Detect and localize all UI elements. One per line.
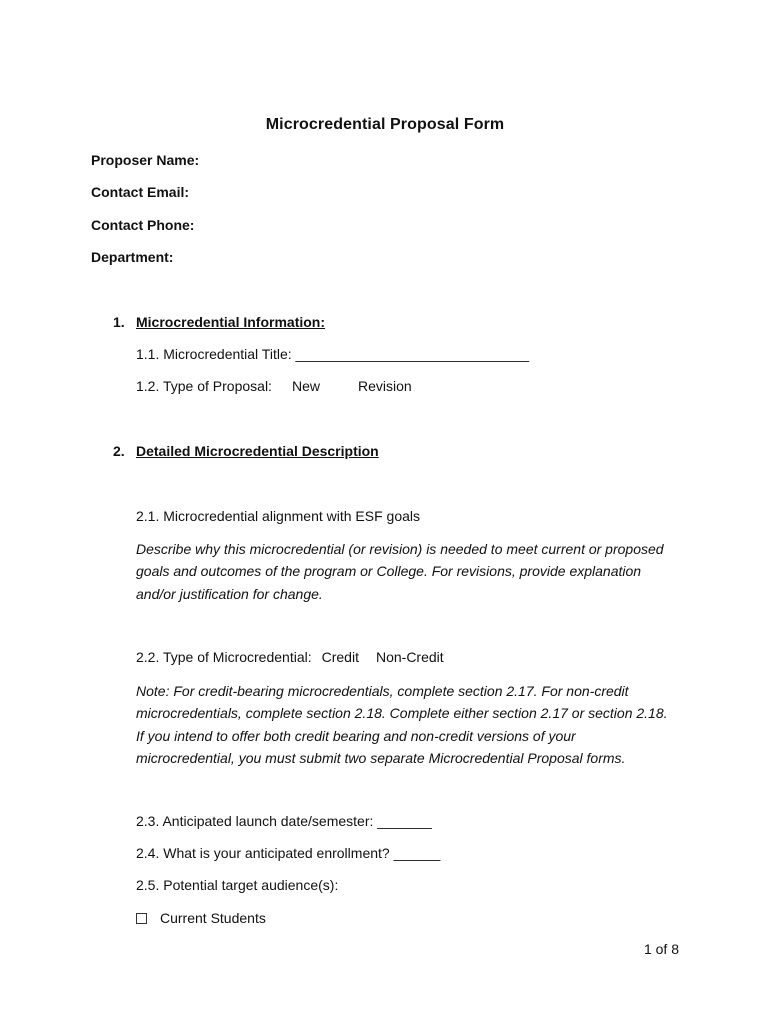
section-2-number: 2. bbox=[113, 443, 125, 459]
section-1-label: Microcredential Information: bbox=[136, 314, 326, 330]
page-number: 1 of 8 bbox=[643, 941, 679, 957]
checkbox-label-current-students: Current Students bbox=[160, 910, 266, 926]
microcredential-type-credit: Credit bbox=[321, 649, 359, 665]
enrollment-line: 2.4. What is your anticipated enrollment? ______ bbox=[136, 845, 441, 861]
contact-phone-label: Contact Phone: bbox=[91, 217, 195, 233]
proposal-type-line bbox=[136, 378, 412, 394]
launch-date-line: 2.3. Anticipated launch date/semester: _______ bbox=[136, 813, 432, 829]
microcredential-type-line bbox=[136, 649, 444, 665]
section-2-1-heading: 2.1. Microcredential alignment with ESF goals bbox=[136, 508, 421, 524]
section-2-heading bbox=[113, 443, 379, 459]
proposal-type-revision: Revision bbox=[357, 378, 412, 394]
checkbox-item-current-students[interactable] bbox=[136, 910, 266, 926]
checkbox-icon[interactable] bbox=[136, 913, 147, 924]
proposal-type-new: New bbox=[291, 378, 320, 394]
department-label: Department: bbox=[91, 249, 174, 265]
microcredential-type-noncredit: Non-Credit bbox=[375, 649, 444, 665]
section-2-2-note: Note: For credit-bearing microcredentials, complete section 2.17. For non-credit microcredentials, complete section 2.18. Complete either section 2.17 or section 2.18. If you intend to offer both credit bearing and non-credit versions of your microcredential, you must submit two separate Microcredential Proposal forms. bbox=[136, 683, 668, 766]
section-1-number: 1. bbox=[113, 314, 125, 330]
section-1-heading bbox=[113, 314, 325, 330]
proposal-type-label: 1.2. Type of Proposal: bbox=[136, 378, 272, 394]
page-title: Microcredential Proposal Form bbox=[265, 116, 505, 133]
microcredential-type-label: 2.2. Type of Microcredential: bbox=[136, 649, 312, 665]
target-audience-line: 2.5. Potential target audience(s): bbox=[136, 877, 339, 893]
microcredential-title-line: 1.1. Microcredential Title: ______________________________ bbox=[136, 346, 530, 362]
section-2-1-description: Describe why this microcredential (or revision) is needed to meet current or proposed goals and outcomes of the program or College. For revisions, provide explanation and/or justification for change. bbox=[136, 541, 664, 602]
contact-email-label: Contact Email: bbox=[91, 184, 190, 200]
section-2-label: Detailed Microcredential Description bbox=[136, 443, 379, 459]
proposer-name-label: Proposer Name: bbox=[91, 152, 200, 168]
